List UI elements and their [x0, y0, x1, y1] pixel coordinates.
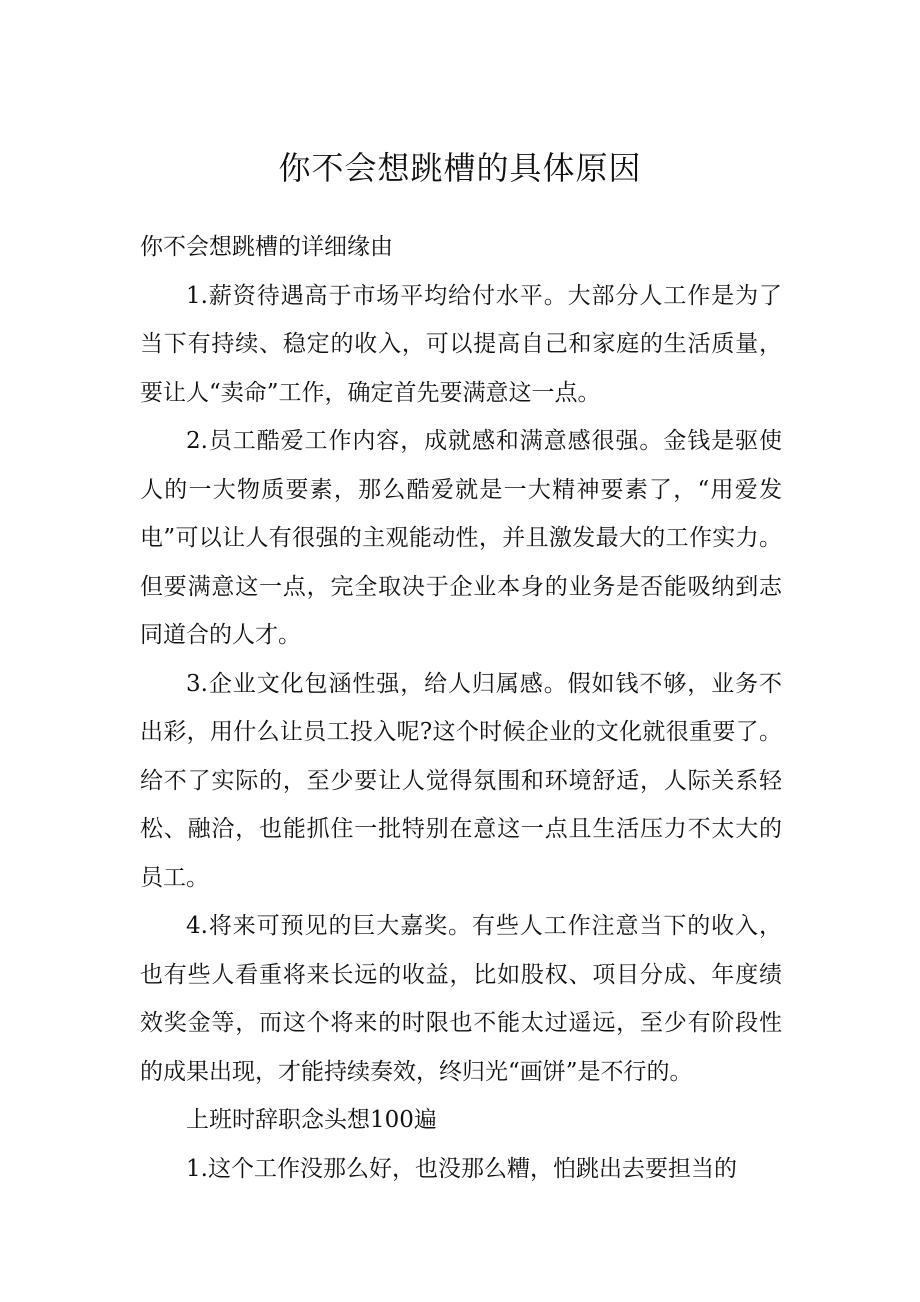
paragraph-5: 1.这个工作没那么好，也没那么糟，怕跳出去要担当的	[186, 1155, 737, 1182]
paragraph-4: 4.将来可预见的巨大嘉奖。有些人工作注意当下的收入，也有些人看重将来长远的收益，比如股权、项目分成、年度绩效奖金等，而这个将来的时限也不能太过遥远，至少有阶段性的成果出现，才能持续奏效，终归光“画饼”是不行的。	[140, 913, 782, 1085]
paragraph-2: 2.员工酷爱工作内容，成就感和满意感很强。金钱是驱使人的一大物质要素，那么酷爱就是一大精神要素了，“用爱发电”可以让人有很强的主观能动性，并且激发最大的工作实力。但要满意这一点，完全取决于企业本身的业务是否能吸纳到志同道合的人才。	[140, 428, 782, 648]
section-heading: 你不会想跳槽的详细缘由	[140, 234, 393, 260]
paragraph-1: 1.薪资待遇高于市场平均给付水平。大部分人工作是为了当下有持续、稳定的收入，可以提高自己和家庭的生活质量，要让人“卖命”工作，确定首先要满意这一点。	[140, 282, 782, 406]
section-heading-2: 上班时辞职念头想100遍	[186, 1107, 437, 1133]
document-title: 你不会想跳槽的具体原因	[278, 149, 642, 187]
document-body	[140, 223, 782, 1193]
paragraph-3: 3.企业文化包涵性强，给人归属感。假如钱不够，业务不出彩，用什么让员工投入呢?这个时候企业的文化就很重要了。给不了实际的，至少要让人觉得氛围和环境舒适，人际关系轻松、融洽，也能抓住一批特别在意这一点且生活压力不太大的员工。	[140, 670, 782, 891]
